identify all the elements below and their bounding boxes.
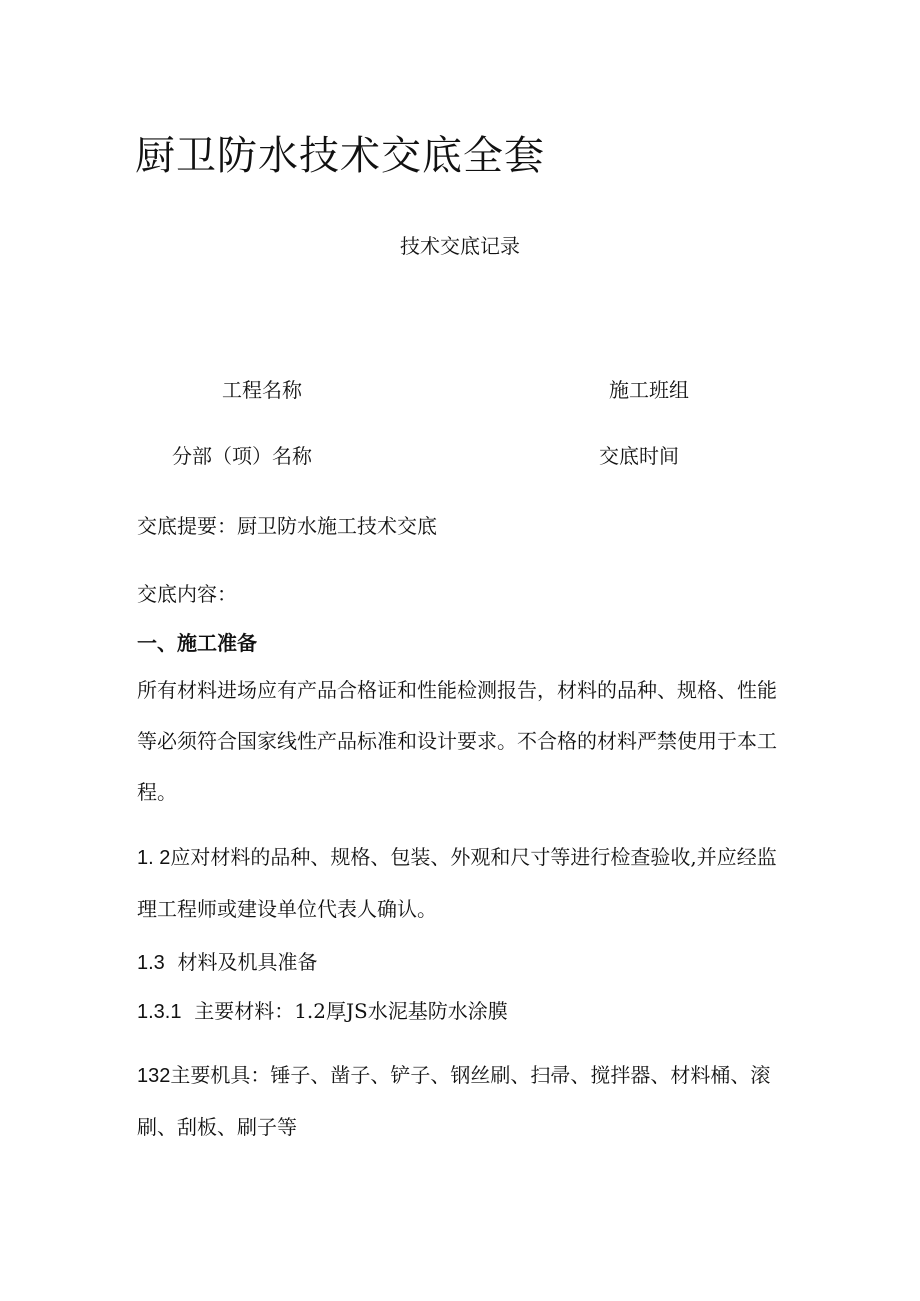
item-value: 1.2厚JS水泥基防水涂膜 (294, 999, 508, 1023)
item-number: 1.3 (137, 952, 165, 974)
field-disclosure-time: 交底时间 (599, 444, 679, 468)
field-project-name: 工程名称 (222, 378, 302, 402)
item-1-3 (137, 946, 318, 975)
item-number: 132 (137, 1065, 171, 1087)
item-text: 应对材料的品种、规格、包装、外观和尺寸等进行检查验收,并应经监理工程师或建设单位代表人确认。 (137, 845, 777, 921)
paragraph-materials: 所有材料进场应有产品合格证和性能检测报告，材料的品种、规格、性能等必须符合国家线性产品标准和设计要求。不合格的材料严禁使用于本工程。 (137, 678, 777, 804)
section-heading-preparation: 一、施工准备 (137, 631, 257, 655)
document-subtitle: 技术交底记录 (400, 234, 520, 258)
disclosure-content-label: 交底内容： (137, 582, 237, 606)
item-text: 主要机具：锤子、凿子、铲子、钢丝刷、扫帚、搅拌器、材料桶、滚刷、刮板、刷子等 (137, 1063, 771, 1139)
item-text: 材料及机具准备 (177, 950, 318, 974)
disclosure-summary: 交底提要：厨卫防水施工技术交底 (137, 514, 437, 538)
item-number: 1.3.1 (137, 1001, 182, 1023)
item-1-3-1 (137, 995, 508, 1024)
item-text: 主要材料： (194, 999, 295, 1023)
paragraph-inspection (137, 832, 787, 935)
document-title: 厨卫防水技术交底全套 (135, 133, 545, 179)
item-1-3-2 (137, 1050, 787, 1153)
field-subproject-name: 分部（项）名称 (172, 444, 312, 468)
field-construction-team: 施工班组 (609, 378, 689, 402)
item-number: 1. 2 (137, 847, 171, 869)
